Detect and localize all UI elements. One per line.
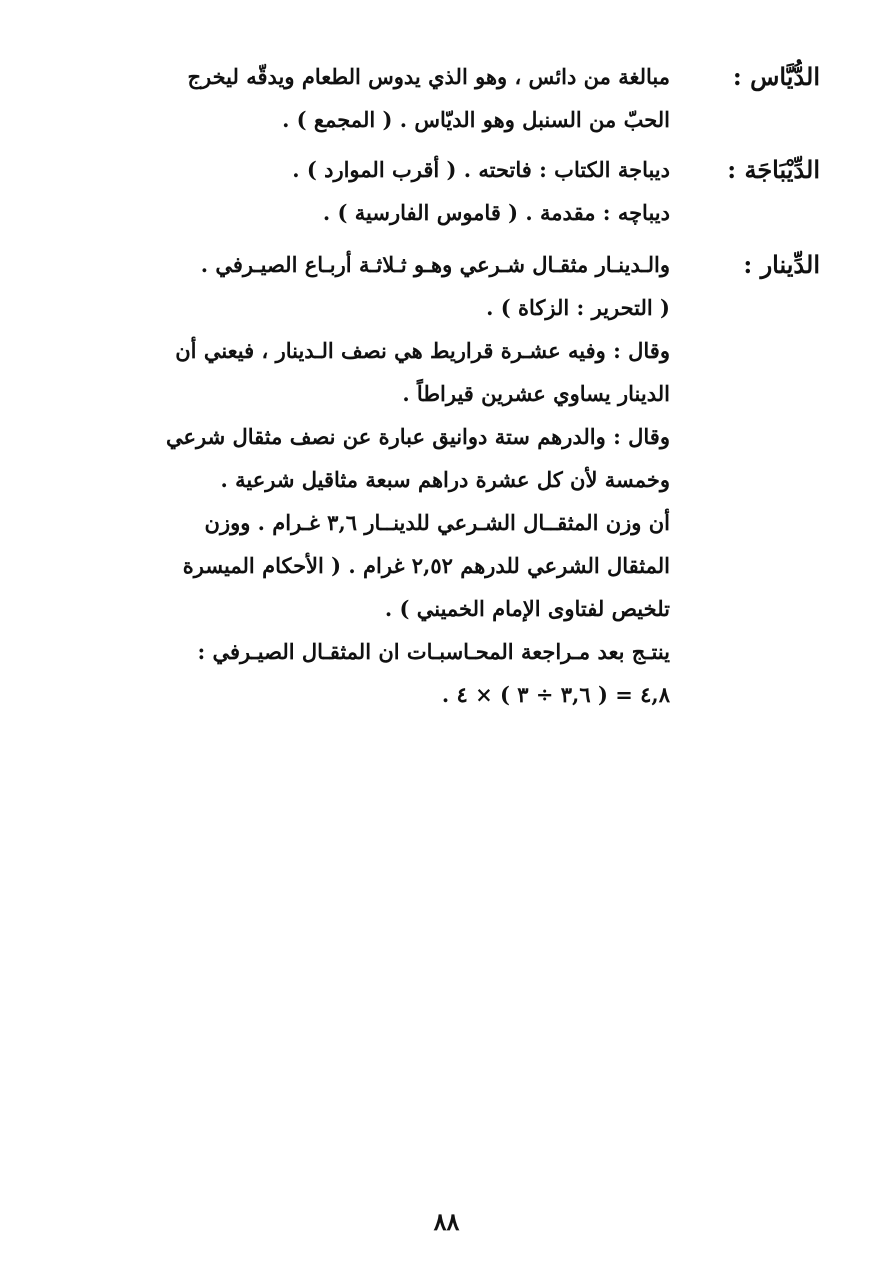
entry-definition xyxy=(135,148,670,234)
definition-line: مبالغة من دائس ، وهو الذي يدوس الطعام ويدقّه ليخرج xyxy=(187,64,670,89)
definition-line: أن وزن المثقــال الشـرعي للدينــار ٣,٦ غـرام . ووزن xyxy=(204,510,670,535)
definition-line: ديباجة الكتاب : فاتحته . ( أقرب الموارد ) . xyxy=(292,157,670,182)
definition-line: وقال : وفيه عشـرة قراريط هي نصف الـدينار ، فيعني أن xyxy=(175,338,670,363)
definition-line: وخمسة لأن كل عشرة دراهم سبعة مثاقيل شرعية . xyxy=(220,467,670,492)
definition-line: ديباچه : مقدمة . ( قاموس الفارسية ) . xyxy=(322,200,670,225)
definition-line: المثقال الشرعي للدرهم ٢,٥٢ غرام . ( الأحكام الميسرة xyxy=(182,553,670,578)
entry-headword: الدِّينار : xyxy=(743,250,820,279)
definition-line: ٤,٨ = ( ٣,٦ ÷ ٣ ) × ٤ . xyxy=(441,682,670,707)
definition-line: الدينار يساوي عشرين قيراطاً . xyxy=(402,381,670,406)
definition-line: ( التحرير : الزكاة ) . xyxy=(486,295,670,320)
entry-headword: الدُّيَّاس : xyxy=(732,62,820,91)
entry-definition xyxy=(135,55,670,141)
definition-line: الحبّ من السنبل وهو الديّاس . ( المجمع ) . xyxy=(282,107,670,132)
entry-headword: الدِّيْبَاجَة : xyxy=(727,155,820,184)
entry-definition xyxy=(135,243,670,716)
definition-line: تلخيص لفتاوى الإمام الخميني ) . xyxy=(384,596,670,621)
page-number: ٨٨ xyxy=(433,1207,460,1236)
definition-line: ينتـج بعد مـراجعة المحـاسبـات ان المثقـال الصيـرفي : xyxy=(197,639,670,664)
definition-line: والـدينـار مثقـال شـرعي وهـو ثـلاثـة أربـاع الصيـرفي . xyxy=(200,252,670,277)
definition-line: وقال : والدرهم ستة دوانيق عبارة عن نصف مثقال شرعي xyxy=(166,424,670,449)
